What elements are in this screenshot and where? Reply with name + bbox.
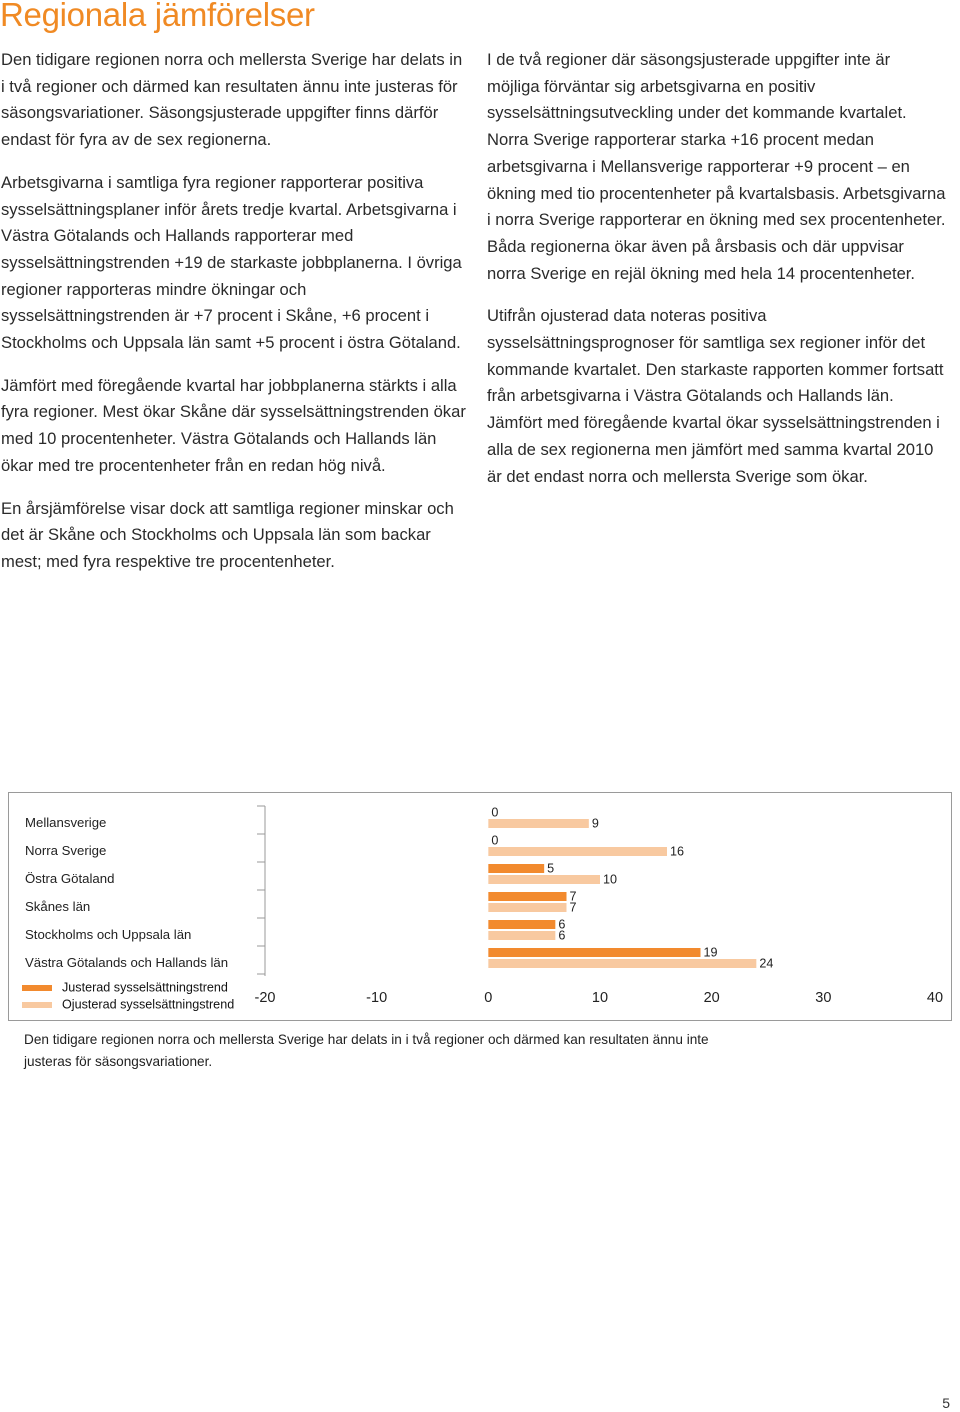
data-label: 6 xyxy=(558,917,566,932)
x-tick-label: 10 xyxy=(591,990,609,1006)
bar xyxy=(488,931,555,940)
paragraph: Arbetsgivarna i samtliga fyra regioner rapporterar positiva sysselsättningsplaner inför årets tredje kvartal. Arbetsgivarna i Västra Götalands och Hallands rapporterar med sysselsättningstrenden +19 de starkaste jobbplanerna. I övriga regioner rapporteras mindre ökningar och sysselsättningstrenden är +7 procent i Skåne, +6 procent i Stockholms och Uppsala län samt +5 procent i östra Götaland. xyxy=(1,172,462,353)
paragraph: Utifrån ojusterad data noteras positiva sysselsättningsprognoser för samtliga sex regioner inför det kommande kvartalet. Den starkaste rapporten kommer fortsatt från arbetsgivarna i Västra Götalands och Hallands län. Jämfört med föregående kvartal ökar sysselsättningstrenden i alla de sex regionerna men jämfört med samma kvartal 2010 är det endast norra och mellersta Sverige som ökar. xyxy=(487,306,944,486)
bar xyxy=(488,959,756,968)
data-label: 6 xyxy=(558,928,566,943)
x-tick-label: -20 xyxy=(254,990,276,1006)
bar xyxy=(488,948,700,957)
bar xyxy=(488,892,566,901)
data-label: 7 xyxy=(569,900,577,915)
data-label: 5 xyxy=(547,861,555,876)
legend-label: Ojusterad sysselsättningstrend xyxy=(62,997,235,1012)
data-label: 9 xyxy=(591,816,599,831)
x-tick-label: 40 xyxy=(926,990,944,1006)
chart-caption: Den tidigare regionen norra och mellersta Sverige har delats in i två regioner och därmed kan resultaten ännu inte justeras för säsongsvariationer. xyxy=(24,1032,709,1069)
category-label: Västra Götalands och Hallands län xyxy=(25,955,229,970)
data-label: 7 xyxy=(569,889,577,904)
bar xyxy=(488,819,589,828)
data-label: 0 xyxy=(491,833,499,848)
paragraph: En årsjämförelse visar dock att samtliga regioner minskar och det är Skåne och Stockholms och Uppsala län som backar mest; med fyra respektive tre procentenheter. xyxy=(1,498,454,571)
right-text-column xyxy=(487,47,947,506)
page-title: Regionala jämförelser xyxy=(0,0,315,33)
category-label: Mellansverige xyxy=(25,815,107,830)
category-label: Stockholms och Uppsala län xyxy=(25,927,192,942)
category-label: Skånes län xyxy=(25,899,91,914)
data-label: 19 xyxy=(703,945,718,960)
data-label: 16 xyxy=(670,844,685,859)
data-label: 24 xyxy=(759,956,774,971)
paragraph: Den tidigare regionen norra och mellersta Sverige har delats in i två regioner och därmed kan resultaten ännu inte justeras för säsongsvariationer. Säsongsjusterade uppgifter finns därför endast för fyra av de sex regionerna. xyxy=(1,50,463,150)
x-tick-label: 0 xyxy=(484,990,493,1006)
bar xyxy=(488,903,566,912)
x-tick-label: -10 xyxy=(366,990,388,1006)
data-label: 0 xyxy=(491,805,499,820)
category-label: Norra Sverige xyxy=(25,843,107,858)
page-number: 5 xyxy=(942,1395,950,1411)
x-tick-label: 30 xyxy=(815,990,832,1006)
data-label: 10 xyxy=(603,872,618,887)
left-text-column xyxy=(1,47,469,592)
legend-label: Justerad sysselsättningstrend xyxy=(62,980,228,995)
paragraph: Jämfört med föregående kvartal har jobbplanerna stärkts i alla fyra regioner. Mest ökar Skåne där sysselsättningstrenden ökar med 10 procentenheter. Västra Götalands och Hallands län ökar med tre procentenheter från en redan hög nivå. xyxy=(1,375,466,475)
bar-chart xyxy=(9,793,951,1020)
x-tick-label: 20 xyxy=(703,990,720,1006)
bar xyxy=(488,875,600,884)
category-label: Östra Götaland xyxy=(25,871,115,886)
chart-figure xyxy=(8,792,952,1021)
paragraph: I de två regioner där säsongsjusterade uppgifter inte är möjliga förväntar sig arbetsgivarna en positiv sysselsättningsutveckling under det kommande kvartalet. Norra Sverige rapporterar starka +16 procent medan arbetsgivarna i Mellansverige rapporterar +9 procent – en ökning med tio procentenheter på kvartalsbasis. Arbetsgivarna i norra Sverige rapporterar en ökning med sex procentenheter. Båda regionerna ökar även på årsbasis och där uppvisar norra Sverige en rejäl ökning med hela 14 procentenheter. xyxy=(487,50,946,283)
bar xyxy=(488,864,544,873)
bar xyxy=(488,847,667,856)
bar xyxy=(488,920,555,929)
